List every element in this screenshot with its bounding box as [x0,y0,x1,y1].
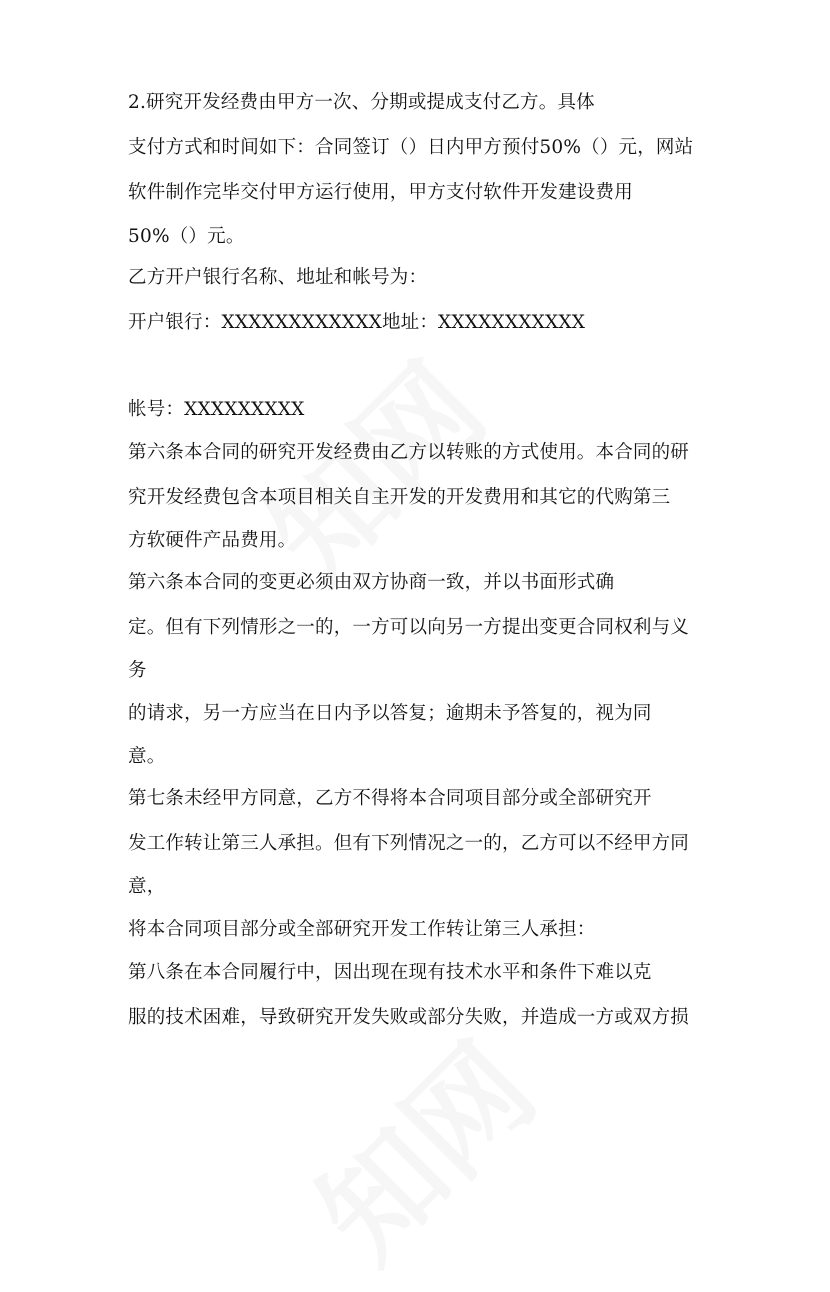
text-line: 第六条本合同的研究开发经费由乙方以转账的方式使用。本合同的研 [128,442,690,463]
text-line: 软件制作完毕交付甲方运行使用，甲方支付软件开发建设费用 [128,182,633,203]
watermark [224,320,515,611]
text-line: 意。 [128,746,166,767]
text-line: 50%（）元。 [128,226,245,247]
text-line: 意， [128,876,166,897]
text-line: 服的技术困难，导致研究开发失败或部分失败，并造成一方或双方损 [128,1007,690,1028]
text-line: 乙方开户银行名称、地址和帐号为： [128,267,428,288]
text-line: 将本合同项目部分或全部研究开发工作转让第三人承担： [128,919,596,940]
text-line: 务 [128,660,147,681]
text-line: 第八条在本合同履行中，因出现在现有技术水平和条件下难以克 [128,962,652,983]
watermark [274,1000,565,1291]
text-line: 究开发经费包含本项目相关自主开发的开发费用和其它的代购第三 [128,487,671,508]
text-line: 开户银行：XXXXXXXXXXXX地址：XXXXXXXXXXX [128,312,586,333]
text-line: 的请求，另一方应当在日内予以答复；逾期未予答复的，视为同 [128,703,652,724]
text-line: 支付方式和时间如下：合同签订（）日内甲方预付50%（）元，网站 [128,137,694,158]
text-line: 第六条本合同的变更必须由双方协商一致，并以书面形式确 [128,572,615,593]
text-line: 方软硬件产品费用。 [128,530,297,551]
text-line: 发工作转让第三人承担。但有下列情况之一的，乙方可以不经甲方同 [128,833,690,854]
text-line: 2.研究开发经费由甲方一次、分期或提成支付乙方。具体 [128,92,595,113]
text-line: 定。但有下列情形之一的，一方可以向另一方提出变更合同权利与义 [128,617,690,638]
text-line: 帐号：XXXXXXXXX [128,399,305,420]
text-line: 第七条未经甲方同意，乙方不得将本合同项目部分或全部研究开 [128,788,652,809]
